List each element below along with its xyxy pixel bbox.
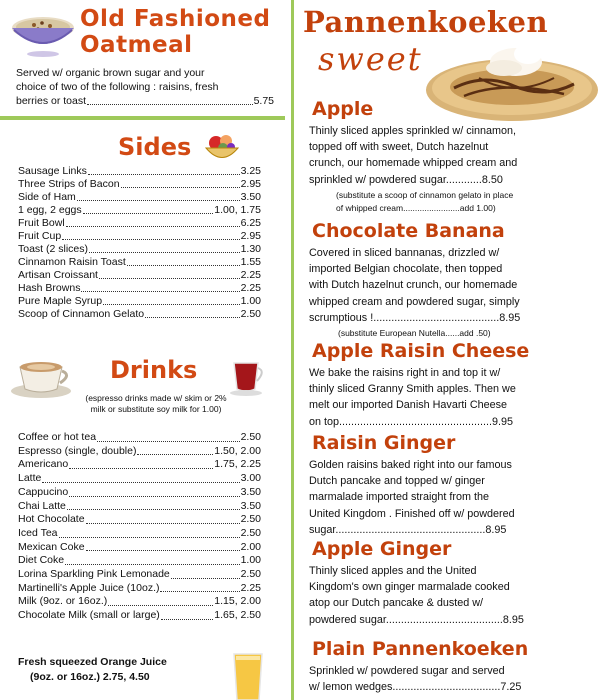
coffee-cup-image — [8, 353, 74, 399]
pannenkoek-description — [309, 365, 589, 430]
item-name: Three Strips of Bacon — [18, 178, 120, 190]
sides-item — [18, 308, 261, 321]
description-line: marmalade imported straight from the — [309, 491, 490, 504]
sides-item — [18, 256, 261, 269]
dot-leader — [62, 230, 239, 240]
substitution-note — [336, 189, 594, 215]
item-name: Espresso (single, double) — [18, 444, 137, 457]
description-line: Sprinkled w/ powdered sugar and served — [309, 665, 505, 677]
description-line: topped off with sweet, Dutch hazelnut — [309, 141, 489, 154]
description-line: powdered sugar.......................................8.95 — [309, 613, 524, 626]
item-name: Cinnamon Raisin Toast — [18, 256, 126, 268]
orange-juice-row — [18, 655, 218, 685]
dot-leader — [103, 295, 240, 305]
pannenkoeken-subtitle: sweet — [318, 40, 423, 78]
drinks-note-line1: (espresso drinks made w/ skim or 2% — [85, 393, 227, 403]
dot-leader — [69, 458, 213, 469]
item-price: 1.55 — [240, 256, 261, 268]
item-price: 1.50, 2.00 — [214, 444, 261, 457]
tea-glass-image — [228, 355, 268, 397]
drinks-item — [18, 609, 261, 623]
dot-leader — [86, 541, 240, 552]
description-line: Golden raisins baked right into our famous — [309, 459, 512, 471]
dot-leader — [89, 243, 240, 253]
description-line: Thinly sliced apples and the United — [309, 565, 477, 577]
drinks-item — [18, 582, 261, 596]
sides-item — [18, 191, 261, 204]
item-name: Chai Latte — [18, 499, 66, 512]
note-line: (substitute European Nutella......add .50) — [338, 328, 491, 338]
sides-title: Sides — [118, 133, 192, 161]
dot-leader — [99, 269, 240, 279]
item-name: Coffee or hot tea — [18, 431, 97, 443]
item-price: 3.50 — [240, 485, 261, 498]
item-price: 2.50 — [240, 431, 261, 443]
pannenkoek-title: Apple — [312, 98, 374, 120]
dot-leader — [66, 217, 240, 227]
dot-leader — [108, 595, 213, 606]
dot-leader — [161, 609, 213, 620]
oatmeal-desc-line3: berries or toast — [16, 95, 87, 107]
drinks-item — [18, 527, 261, 541]
dot-leader — [42, 472, 239, 483]
item-name: Diet Coke — [18, 554, 65, 567]
dot-leader — [59, 527, 240, 538]
description-line: Covered in sliced bannanas, drizzled w/ — [309, 247, 500, 259]
drinks-item — [18, 568, 261, 582]
description-line: on top...................................................9.95 — [309, 415, 514, 428]
note-line: of whipped cream........................add 1.00) — [336, 202, 496, 213]
pannenkoek-title: Raisin Ginger — [312, 432, 456, 454]
item-price: 1.00, 1.75 — [214, 204, 261, 216]
pannenkoek-title: Apple Raisin Cheese — [312, 340, 530, 362]
item-name: Americano — [18, 458, 69, 471]
item-price: 1.00 — [240, 554, 261, 567]
item-price: 1.65, 2.50 — [214, 609, 261, 622]
description-line: scrumptious !..........................................8.95 — [309, 311, 521, 324]
column-divider — [291, 0, 294, 700]
dot-leader — [121, 178, 240, 188]
orange-juice-image — [228, 650, 268, 700]
item-name: 1 egg, 2 eggs — [18, 204, 82, 216]
dot-leader — [69, 486, 239, 497]
item-price: 2.00 — [240, 540, 261, 553]
sides-item — [18, 269, 261, 282]
substitution-note — [338, 327, 596, 340]
item-name: Artisan Croissant — [18, 269, 98, 281]
description-line: melt our imported Danish Havarti Cheese — [309, 399, 508, 412]
description-line: Thinly sliced apples sprinkled w/ cinnamon, — [309, 125, 517, 137]
oatmeal-bowl-image — [8, 8, 78, 58]
drinks-item — [18, 595, 261, 609]
pannenkoek-description — [309, 245, 589, 326]
sides-item — [18, 217, 261, 230]
dot-leader — [77, 191, 240, 201]
pannenkoek-description — [309, 663, 589, 695]
item-name: Cappucino — [18, 485, 69, 498]
description-line: with Dutch hazelnut crunch, our homemade — [309, 279, 518, 292]
fruit-bowl-image — [203, 131, 241, 165]
item-price: 2.50 — [240, 568, 261, 581]
item-name: Hot Chocolate — [18, 513, 85, 526]
dot-leader — [97, 431, 240, 442]
description-line: w/ lemon wedges....................................7.25 — [309, 681, 522, 694]
item-name: Milk (9oz. or 16oz.) — [18, 595, 108, 608]
item-price: 1.75, 2.25 — [214, 458, 261, 471]
drinks-item — [18, 513, 261, 527]
drinks-item — [18, 472, 261, 486]
item-name: Fruit Cup — [18, 230, 62, 242]
description-line: sugar..................................................8.95 — [309, 523, 507, 536]
item-price: 2.95 — [240, 230, 261, 242]
sides-list — [18, 165, 261, 321]
description-line: whipped cream and powdered sugar, simply — [309, 295, 520, 308]
sides-item — [18, 282, 261, 295]
item-name: Hash Browns — [18, 282, 81, 294]
description-line: sprinkled w/ powdered sugar............8.50 — [309, 173, 503, 186]
description-line: atop our Dutch pancake & dusted w/ — [309, 597, 484, 610]
item-name: Toast (2 slices) — [18, 243, 89, 255]
dot-leader — [137, 445, 213, 456]
dot-leader — [65, 554, 239, 565]
dot-leader — [83, 204, 214, 214]
sides-item — [18, 204, 261, 217]
item-price: 3.50 — [240, 191, 261, 203]
dot-leader — [87, 94, 253, 105]
pannenkoek-description — [309, 563, 589, 628]
item-name: Side of Ham — [18, 191, 76, 203]
item-price: 1.15, 2.00 — [214, 595, 261, 608]
item-name: Scoop of Cinnamon Gelato — [18, 308, 145, 320]
item-price: 3.25 — [240, 165, 261, 177]
drinks-item — [18, 445, 261, 459]
drinks-note-line2: milk or substitute soy milk for 1.00) — [90, 404, 222, 414]
drinks-note — [66, 393, 246, 415]
item-price: 1.00 — [240, 295, 261, 307]
dot-leader — [171, 568, 240, 579]
sides-item — [18, 295, 261, 308]
oatmeal-title — [80, 6, 270, 58]
description-line: thinly sliced Granny Smith apples. Then we — [309, 383, 516, 396]
oatmeal-divider — [0, 116, 285, 120]
pannenkoek-description — [309, 457, 589, 538]
item-price: 2.25 — [240, 581, 261, 594]
item-name: Pure Maple Syrup — [18, 295, 103, 307]
description-line: Kingdom's own ginger marmalade cooked — [309, 581, 510, 594]
pannenkoek-title: Chocolate Banana — [312, 220, 505, 242]
item-name: Lorina Sparkling Pink Lemonade — [18, 568, 170, 581]
note-line: (substitute a scoop of cinnamon gelato in place — [336, 189, 514, 200]
item-price: 2.50 — [240, 526, 261, 539]
sides-item — [18, 165, 261, 178]
drinks-item — [18, 458, 261, 472]
pannenkoek-title: Apple Ginger — [312, 538, 452, 560]
oatmeal-title-line2: Oatmeal — [80, 32, 193, 58]
item-name: Latte — [18, 472, 42, 485]
drinks-item — [18, 500, 261, 514]
drinks-item — [18, 486, 261, 500]
item-price: 2.25 — [240, 269, 261, 281]
oatmeal-title-line1: Old Fashioned — [80, 6, 271, 32]
description-line: crunch, our homemade whipped cream and — [309, 157, 518, 170]
dot-leader — [127, 256, 240, 266]
item-name: Mexican Coke — [18, 540, 85, 553]
oatmeal-desc-line1: Served w/ organic brown sugar and your — [16, 67, 205, 79]
oatmeal-desc-line2: choice of two of the following : raisins, fresh — [16, 81, 219, 93]
item-price: 3.00 — [240, 472, 261, 485]
item-price: 3.50 — [240, 499, 261, 512]
item-price: 6.25 — [240, 217, 261, 229]
item-name: Chocolate Milk (small or large) — [18, 609, 160, 622]
oatmeal-price: 5.75 — [253, 95, 274, 107]
pannenkoek-title: Plain Pannenkoeken — [312, 638, 529, 660]
item-price: 2.50 — [240, 513, 261, 526]
description-line: United Kingdom . Finished off w/ powdered — [309, 507, 515, 520]
sides-item — [18, 230, 261, 243]
drinks-title: Drinks — [110, 356, 198, 384]
sides-item — [18, 178, 261, 191]
orange-juice-line2: (9oz. or 16oz.) 2.75, 4.50 — [30, 671, 150, 683]
item-price: 1.30 — [240, 243, 261, 255]
drinks-item — [18, 554, 261, 568]
item-price: 2.50 — [240, 308, 261, 320]
dot-leader — [160, 582, 239, 593]
orange-juice-line1: Fresh squeezed Orange Juice — [18, 656, 167, 668]
drinks-list — [18, 431, 261, 623]
pannenkoek-description — [309, 123, 589, 188]
drinks-item — [18, 431, 261, 445]
description-line: Dutch pancake and topped w/ ginger — [309, 475, 485, 488]
item-name: Fruit Bowl — [18, 217, 65, 229]
drinks-item — [18, 541, 261, 555]
oatmeal-description — [16, 66, 274, 108]
description-line: imported Belgian chocolate, then topped — [309, 263, 503, 276]
item-name: Sausage Links — [18, 165, 87, 177]
dot-leader — [86, 513, 240, 524]
item-name: Iced Tea — [18, 526, 58, 539]
dot-leader — [145, 308, 239, 318]
oatmeal-price-row — [16, 94, 274, 108]
dot-leader — [81, 282, 239, 292]
item-price: 2.25 — [240, 282, 261, 294]
pancake-image — [424, 38, 600, 124]
dot-leader — [67, 500, 240, 511]
sides-item — [18, 243, 261, 256]
description-line: We bake the raisins right in and top it w/ — [309, 367, 501, 379]
dot-leader — [88, 165, 240, 175]
item-name: Martinelli's Apple Juice (10oz.) — [18, 581, 160, 594]
item-price: 2.95 — [240, 178, 261, 190]
pannenkoeken-title: Pannenkoeken — [303, 5, 549, 39]
